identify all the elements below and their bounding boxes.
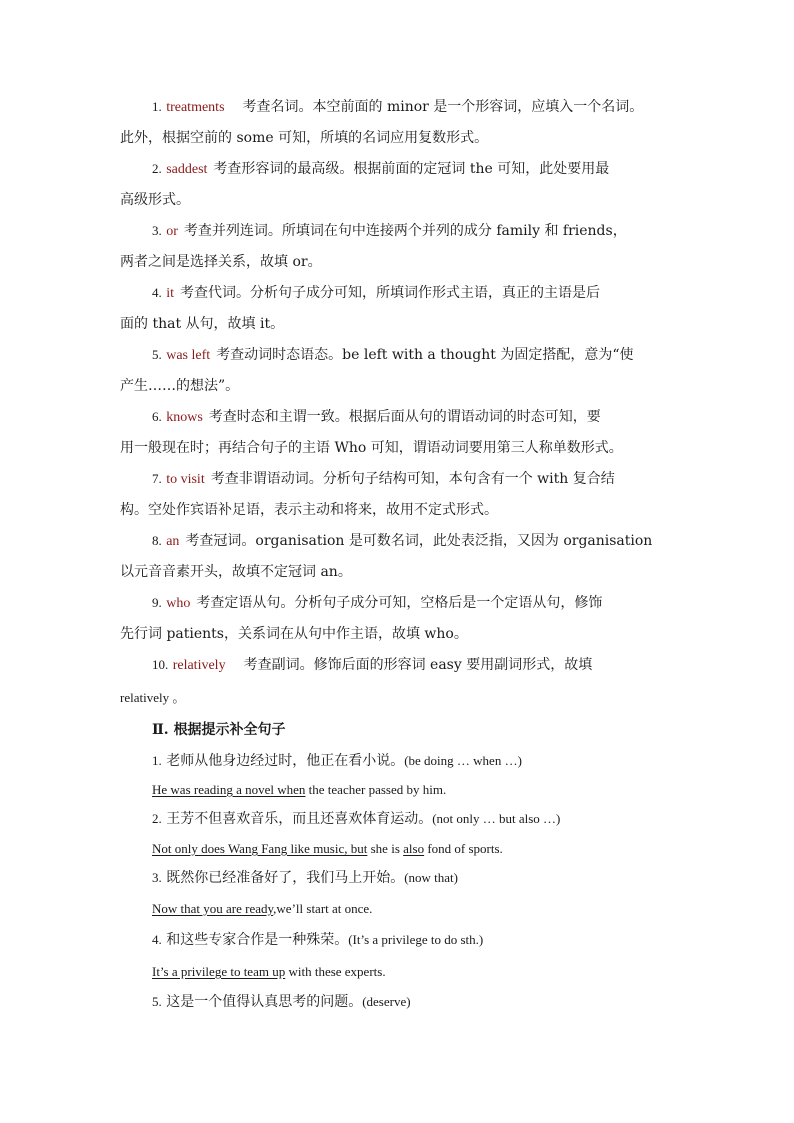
underlined-answer: It’s a privilege to team up xyxy=(152,964,286,979)
hint: (now that) xyxy=(404,870,458,885)
answer-number: 5. xyxy=(152,347,162,362)
underlined-answer-2: also xyxy=(403,841,425,856)
answer-word: to visit xyxy=(166,472,205,487)
item-number: 2. xyxy=(152,811,162,826)
answer-6-line-2: 用一般现在时；再结合句子的主语 Who 可知，谓语动词要用第三人称单数形式。 xyxy=(120,440,623,456)
answer-word: was left xyxy=(166,348,211,363)
answer-explanation: 考查代词。分析句子成分可知，所填词作形式主语，真正的主语是后 xyxy=(179,285,600,301)
answer-rest: the teacher passed by him. xyxy=(305,782,447,797)
sentence-4-prompt xyxy=(152,930,676,950)
underlined-answer: He was reading a novel when xyxy=(152,782,306,797)
answer-rest: ,we’ll start at once. xyxy=(273,901,373,916)
item-number: 3. xyxy=(152,870,162,885)
answer-7-line-2: 构。空处作宾语补足语，表示主动和将来，故用不定式形式。 xyxy=(120,502,498,518)
answer-2-line-1 xyxy=(152,159,676,180)
hint: (deserve) xyxy=(362,994,411,1009)
answer-2-line-2: 高级形式。 xyxy=(120,192,190,208)
answer-3-line-2: 两者之间是选择关系，故填 or。 xyxy=(120,254,322,270)
sentence-1-answer xyxy=(152,780,676,800)
answer-number: 7. xyxy=(152,471,162,486)
answer-5-line-2: 产生……的想法”。 xyxy=(120,378,240,394)
item-number: 1. xyxy=(152,753,162,768)
answer-explanation: 考查定语从句。分析句子成分可知，空格后是一个定语从句，修饰 xyxy=(196,595,603,611)
answer-explanation: 考查并列连词。所填词在句中连接两个并列的成分 family 和 friends， xyxy=(183,223,627,239)
answer-word: knows xyxy=(166,410,203,425)
answer-rest: fond of sports. xyxy=(424,841,503,856)
answer-6-line-1 xyxy=(152,407,676,428)
answer-word: saddest xyxy=(166,162,208,177)
answer-explanation: 考查名词。本空前面的 minor 是一个形容词，应填入一个名词。 xyxy=(242,99,644,115)
underlined-answer: Now that you are ready xyxy=(152,901,274,916)
sentence-4-answer xyxy=(152,962,676,982)
answer-explanation: 考查副词。修饰后面的形容词 easy 要用副词形式，故填 xyxy=(243,657,593,673)
answer-word: an xyxy=(166,534,180,549)
answer-4-line-1 xyxy=(152,283,676,304)
answer-8-line-1 xyxy=(152,531,676,552)
answer-number: 3. xyxy=(152,223,162,238)
answer-9-line-1 xyxy=(152,593,676,614)
answer-explanation: 考查形容词的最高级。根据前面的定冠词 the 可知，此处要用最 xyxy=(213,161,610,177)
item-number: 4. xyxy=(152,932,162,947)
answer-explanation: 考查冠词。organisation 是可数名词，此处表泛指，又因为 organisation xyxy=(185,533,653,549)
answer-5-line-1 xyxy=(152,345,676,366)
answer-number: 9. xyxy=(152,595,162,610)
sentence-5-prompt xyxy=(152,992,676,1012)
answer-9-line-2: 先行词 patients，关系词在从句中作主语，故填 who。 xyxy=(120,626,468,642)
section-title: 根据提示补全句子 xyxy=(173,722,286,738)
answer-1-line-2: 此外，根据空前的 some 可知，所填的名词应用复数形式。 xyxy=(120,130,489,146)
answer-word: or xyxy=(166,224,178,239)
chinese-sentence: 和这些专家合作是一种殊荣。 xyxy=(166,932,349,948)
answer-word: treatments xyxy=(166,100,225,115)
hint: (It’s a privilege to do sth.) xyxy=(348,932,484,947)
sentence-1-prompt xyxy=(152,751,676,771)
section-heading xyxy=(152,720,676,740)
answer-10-line-2: relatively 。 xyxy=(120,690,186,705)
answer-word: who xyxy=(166,596,191,611)
answer-rest: with these experts. xyxy=(285,964,386,979)
chinese-sentence: 既然你已经准备好了，我们马上开始。 xyxy=(166,870,405,886)
answer-number: 6. xyxy=(152,409,162,424)
chinese-sentence: 老师从他身边经过时，他正在看小说。 xyxy=(166,753,405,769)
answer-3-line-1 xyxy=(152,221,676,242)
answer-4-line-2: 面的 that 从句，故填 it。 xyxy=(120,316,285,332)
answer-explanation: 考查动词时态语态。be left with a thought 为固定搭配，意为“使 xyxy=(216,347,634,363)
answer-8-line-2: 以元音音素开头，故填不定冠词 an。 xyxy=(120,564,352,580)
item-number: 5. xyxy=(152,994,162,1009)
chinese-sentence: 这是一个值得认真思考的问题。 xyxy=(166,994,363,1010)
answer-number: 2. xyxy=(152,161,162,176)
section-numeral: Ⅱ. xyxy=(152,722,169,738)
answer-number: 8. xyxy=(152,533,162,548)
hint: (not only … but also …) xyxy=(432,811,561,826)
answer-word: it xyxy=(166,286,174,301)
answer-1-line-1 xyxy=(152,97,676,118)
answer-number: 10. xyxy=(152,657,169,672)
answer-7-line-1 xyxy=(152,469,676,490)
answer-word: relatively xyxy=(172,658,226,673)
answer-10-line-1 xyxy=(152,655,676,676)
sentence-2-prompt xyxy=(152,809,676,829)
hint: (be doing … when …) xyxy=(404,753,522,768)
answer-explanation: 考查时态和主谓一致。根据后面从句的谓语动词的时态可知，要 xyxy=(208,409,601,425)
sentence-3-answer xyxy=(152,899,676,919)
underlined-answer: Not only does Wang Fang like music, but xyxy=(152,841,368,856)
answer-number: 1. xyxy=(152,99,162,114)
chinese-sentence: 王芳不但喜欢音乐，而且还喜欢体育运动。 xyxy=(166,811,433,827)
answer-mid: she is xyxy=(367,841,404,856)
answer-number: 4. xyxy=(152,285,162,300)
answer-explanation: 考查非谓语动词。分析句子结构可知，本句含有一个 with 复合结 xyxy=(210,471,615,487)
sentence-2-answer xyxy=(152,839,676,859)
sentence-3-prompt xyxy=(152,868,676,888)
